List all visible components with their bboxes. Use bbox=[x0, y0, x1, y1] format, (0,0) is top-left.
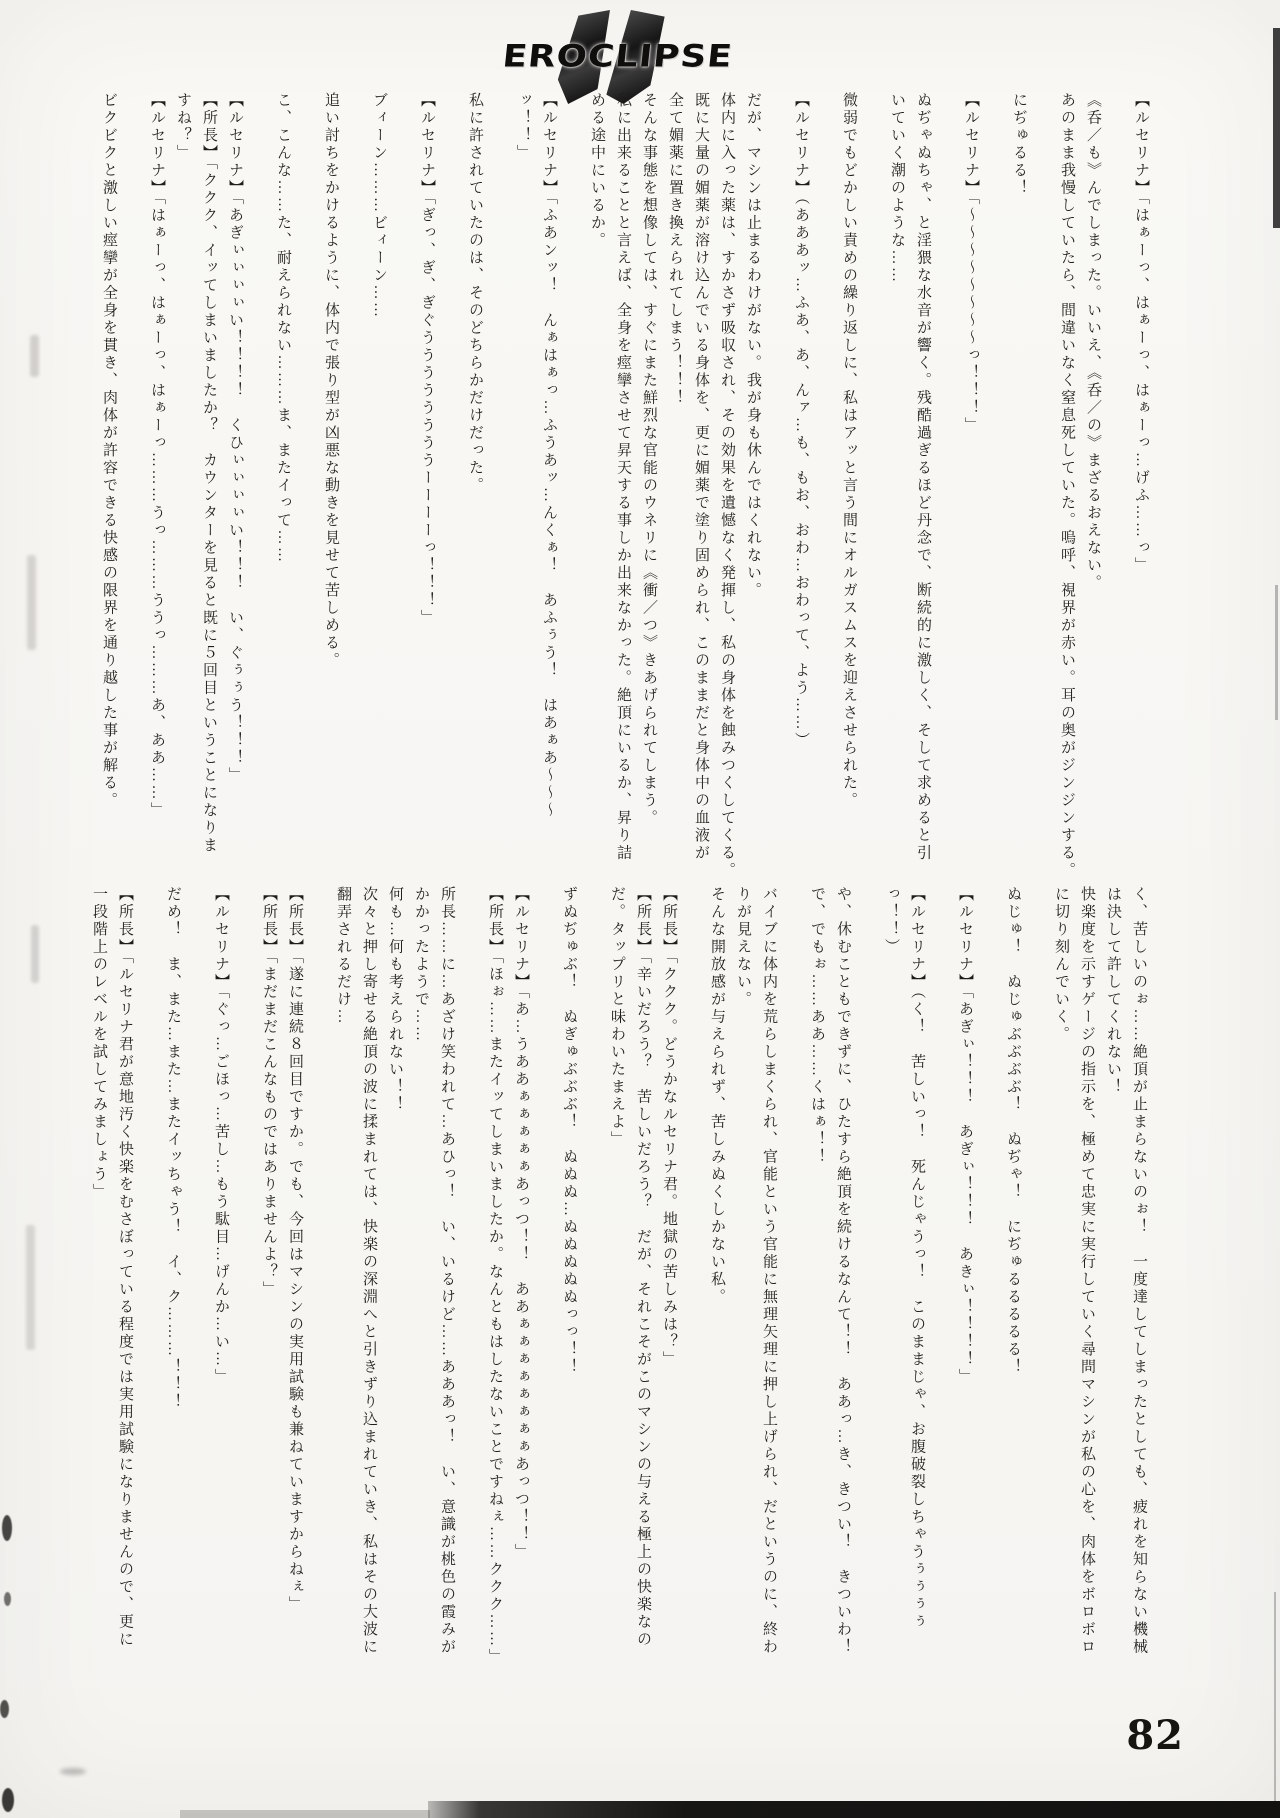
text-line: 全て媚薬に置き換えられてしまう！！！ bbox=[667, 92, 683, 407]
paragraph bbox=[556, 886, 582, 1666]
page-number: 82 bbox=[1126, 1712, 1184, 1759]
text-line: 【所長】「ククク、イッてしまいましたか？ カウンターを見ると既に５回目ということになりま bbox=[201, 92, 217, 855]
paragraph bbox=[836, 92, 862, 880]
text-line: いていく潮のような…… bbox=[889, 92, 905, 285]
text-line: ぬぢゃぬちゃ、と淫猥な水音が響く。残酷過ぎるほど丹念で、断続的に激しく、そして求めると引 bbox=[915, 92, 931, 862]
text-line: 快楽度を示すゲージの指示を、極めて忠実に実行していく尋問マシンが私の心を、肉体をボロボロ bbox=[1079, 886, 1095, 1656]
text-line: 【ルセリナ】「はぁーっ、はぁーっ、はぁーっ………うっ………ううっ………あ、ああ……」 bbox=[149, 92, 165, 820]
paragraph bbox=[1000, 886, 1026, 1666]
text-line: にぢゅるる！ bbox=[1011, 92, 1027, 197]
paragraph bbox=[604, 886, 682, 1666]
paragraph bbox=[704, 886, 782, 1666]
text-line: 【所長】「ルセリナ君が意地汚く快楽をむさぼっている程度では実用試験になりませんので、更に bbox=[117, 886, 133, 1649]
text-line: 所長……に…あざけ笑われて…あひっ！ い、いるけど……あああっ！ い、意識が桃色の霞みが bbox=[439, 886, 455, 1656]
text-line: あのまま我慢していたら、間違いなく窒息死していた。嗚呼、視界が赤い。耳の奥がジンジンする。 bbox=[1059, 92, 1075, 880]
text-line: 【所長】「ククク。どうかなルセリナ君。地獄の苦しみは？」 bbox=[661, 886, 677, 1369]
scan-edge-artifact bbox=[1273, 28, 1280, 228]
text-line: 何も…何も考えられない！！ bbox=[387, 886, 403, 1114]
top-text-block bbox=[96, 92, 1154, 880]
text-line: 一段階上のレベルを試してみましょう」 bbox=[91, 886, 107, 1201]
text-line: 【所長】「まだまだこんなものではありませんよ？」 bbox=[261, 886, 277, 1299]
paragraph bbox=[884, 92, 936, 880]
paragraph bbox=[1048, 886, 1152, 1666]
text-line: 次々と押し寄せる絶頂の波に揉まれては、快楽の深淵へと引きずり込まれていき、私はその大波に bbox=[361, 886, 377, 1656]
paragraph bbox=[788, 92, 814, 880]
paragraph bbox=[86, 886, 138, 1666]
text-line: そんな事態を想像しては、すぐにまた鮮烈な官能のウネリに《衝／つ》きあげられてしまう。 bbox=[641, 92, 657, 827]
text-line: は決して許してくれない！ bbox=[1105, 886, 1121, 1096]
text-line: バイブに体内を荒らしまくられ、官能という官能に無理矢理に押し上げられ、だというのに、終わ bbox=[761, 886, 777, 1656]
text-line: 【ルセリナ】「ぎっ、ぎ、ぎぐううううううううーーーーっ！！！」 bbox=[419, 92, 435, 627]
paragraph bbox=[952, 886, 978, 1666]
paragraph bbox=[958, 92, 984, 880]
text-line: 【ルセリナ】「あぎぃぃぃぃい！！！！ くひぃぃぃぃい！！！ い、ぐぅぅう！！！」 bbox=[227, 92, 243, 785]
text-line: に切り刻んでいく。 bbox=[1053, 886, 1069, 1044]
text-line: 追い討ちをかけるように、体内で張り型が凶悪な動きを見せて苦しめる。 bbox=[323, 92, 339, 670]
text-line: で、でもぉ……ああ……くはぁ！！ bbox=[809, 886, 825, 1166]
text-line: 【ルセリナ】「ぐっ…ごほっ…苦し…もう駄目…げんか…い…」 bbox=[213, 886, 229, 1386]
text-line: だめ！ ま、また…また…またイッちゃう！ イ、ク………！！！ bbox=[165, 886, 181, 1411]
paragraph bbox=[878, 886, 930, 1666]
paragraph bbox=[1006, 92, 1032, 880]
paragraph bbox=[160, 886, 186, 1666]
text-line: 【ルセリナ】（く！ 苦しいっ！ 死んじゃうっ！ このままじゃ、お腹破裂しちゃうぅぅぅぅ bbox=[909, 886, 925, 1631]
paragraph bbox=[1128, 92, 1154, 880]
text-line: すね？」 bbox=[175, 92, 191, 162]
text-line: 【所長】「ほぉ……またイッてしまいましたか。なんともはしたないことですねぇ……ククク……」 bbox=[487, 886, 503, 1666]
paragraph bbox=[584, 92, 766, 880]
text-line: く、苦しいのぉ……絶頂が止まらないのぉ！ 一度達してしまったとしても、疲れを知らない機械 bbox=[1131, 886, 1147, 1656]
scan-edge-artifact bbox=[180, 1810, 430, 1818]
paragraph bbox=[414, 92, 440, 880]
paragraph bbox=[96, 92, 122, 880]
paragraph bbox=[256, 886, 308, 1666]
text-line: ブィーン………ビィーン…… bbox=[371, 92, 387, 320]
page-bleed-artifact bbox=[26, 1225, 35, 1350]
scan-edge-artifact bbox=[1275, 585, 1278, 720]
paragraph bbox=[462, 92, 488, 880]
text-line: 《呑／も》んでしまった。いいえ、《呑／の》まざるおえない。 bbox=[1085, 92, 1101, 592]
text-line: 【ルセリナ】「ふあンッ！ んぁはぁっ…ふうあッ…んくぁ！ あふぅう！ はあぁあ〜〜〜 bbox=[541, 92, 557, 820]
text-line: 微弱でもどかしい責めの繰り返しに、私はアッと言う間にオルガスムスを迎えさせられた。 bbox=[841, 92, 857, 810]
text-line: っ！！） bbox=[883, 886, 899, 956]
paragraph bbox=[270, 92, 296, 880]
paragraph bbox=[1054, 92, 1106, 880]
ink-smudge-artifact bbox=[4, 1592, 11, 1606]
text-line: だ。タップリと味わいたまえよ」 bbox=[609, 886, 625, 1149]
paragraph bbox=[330, 886, 460, 1666]
paragraph bbox=[804, 886, 856, 1666]
text-line: かかったようで…… bbox=[413, 886, 429, 1044]
text-line: や、休むこともできずに、ひたすら絶頂を続けるなんて！！ ああっ…き、きつい！ きついわ！ bbox=[835, 886, 851, 1656]
text-line: ビクビクと激しい痙攣が全身を貫き、肉体が許容できる快感の限界を通り越した事が解る。 bbox=[101, 92, 117, 810]
text-line: 私に出来ることと言えば、全身を痙攣させて昇天する事しか出来なかった。絶頂にいるか、昇り詰 bbox=[615, 92, 631, 862]
paragraph bbox=[318, 92, 344, 880]
scan-edge-artifact bbox=[1274, 1592, 1276, 1818]
text-line: ずぬぢゅぶ！ ぬぎゅぶぶぶ！ ぬぬぬ…ぬぬぬぬぬっっ！！ bbox=[561, 886, 577, 1376]
text-line: こ、こんな……た、耐えられない………ま、またイって…… bbox=[275, 92, 291, 565]
text-line: 【所長】「辛いだろう？ 苦しいだろう？ だが、それこそがこのマシンの与える極上の快楽なの bbox=[635, 886, 651, 1649]
page-bleed-artifact bbox=[31, 925, 39, 983]
paragraph bbox=[144, 92, 248, 880]
ink-smudge-artifact bbox=[60, 1768, 86, 1775]
text-line: 翻弄されるだけ… bbox=[335, 886, 351, 1026]
scan-edge-artifact bbox=[428, 1801, 1280, 1818]
paragraph bbox=[366, 92, 392, 880]
bottom-text-block bbox=[86, 886, 1152, 1666]
text-line: ッ！！」 bbox=[515, 92, 531, 162]
text-line: 私に許されていたのは、そのどちらかだけだった。 bbox=[467, 92, 483, 495]
ink-smudge-artifact bbox=[0, 1700, 9, 1718]
text-line: そんな開放感が与えられず、苦しみぬくしかない私。 bbox=[709, 886, 725, 1306]
text-line: 【所長】「遂に連続８回目ですか。でも、今回はマシンの実用試験も兼ねていますからねぇ」 bbox=[287, 886, 303, 1614]
text-line: 【ルセリナ】（あああッ…ふあ、あ、んァ…も、もお、おわ…おわって、よう……） bbox=[793, 92, 809, 750]
text-line: ぬじゅ！ ぬじゅぶぶぶぶ！ ぬぢゃ！ にぢゅるるるるる！ bbox=[1005, 886, 1021, 1376]
text-line: める途中にいるか。 bbox=[589, 92, 605, 250]
text-line: 【ルセリナ】「はぁーっ、はぁーっ、はぁーっ…げふ……っ」 bbox=[1133, 92, 1149, 575]
logo-title: EROCLIPSE bbox=[500, 39, 735, 75]
paragraph bbox=[510, 92, 562, 880]
text-line: 体内に入った薬は、すかさず吸収され、その効果を遺憾なく発揮し、私の身体を蝕みつくしてくる。 bbox=[719, 92, 735, 880]
ink-smudge-artifact bbox=[2, 1515, 12, 1541]
text-line: りが見えない。 bbox=[735, 886, 751, 1009]
text-line: 【ルセリナ】「〜〜〜〜〜〜〜〜っ！！！」 bbox=[963, 92, 979, 435]
text-line: 既に大量の媚薬が溶け込んでいる身体を、更に媚薬で塗り固められ、このままだと身体中の血液が bbox=[693, 92, 709, 862]
ink-smudge-artifact bbox=[2, 1788, 14, 1812]
text-line: 【ルセリナ】「あ…うああぁぁぁぁぁあっつ！！ ああぁぁぁぁぁぁぁぁあっつ！！」 bbox=[513, 886, 529, 1561]
page-bleed-artifact bbox=[30, 335, 39, 377]
page-bleed-artifact bbox=[27, 555, 36, 650]
text-line: 【ルセリナ】「あぎぃ！！！ あぎぃ！！！ あきぃ！！！！」 bbox=[957, 886, 973, 1386]
paragraph bbox=[208, 886, 234, 1666]
text-line: だが、マシンは止まるわけがない。我が身も休んではくれない。 bbox=[745, 92, 761, 600]
paragraph bbox=[482, 886, 534, 1666]
